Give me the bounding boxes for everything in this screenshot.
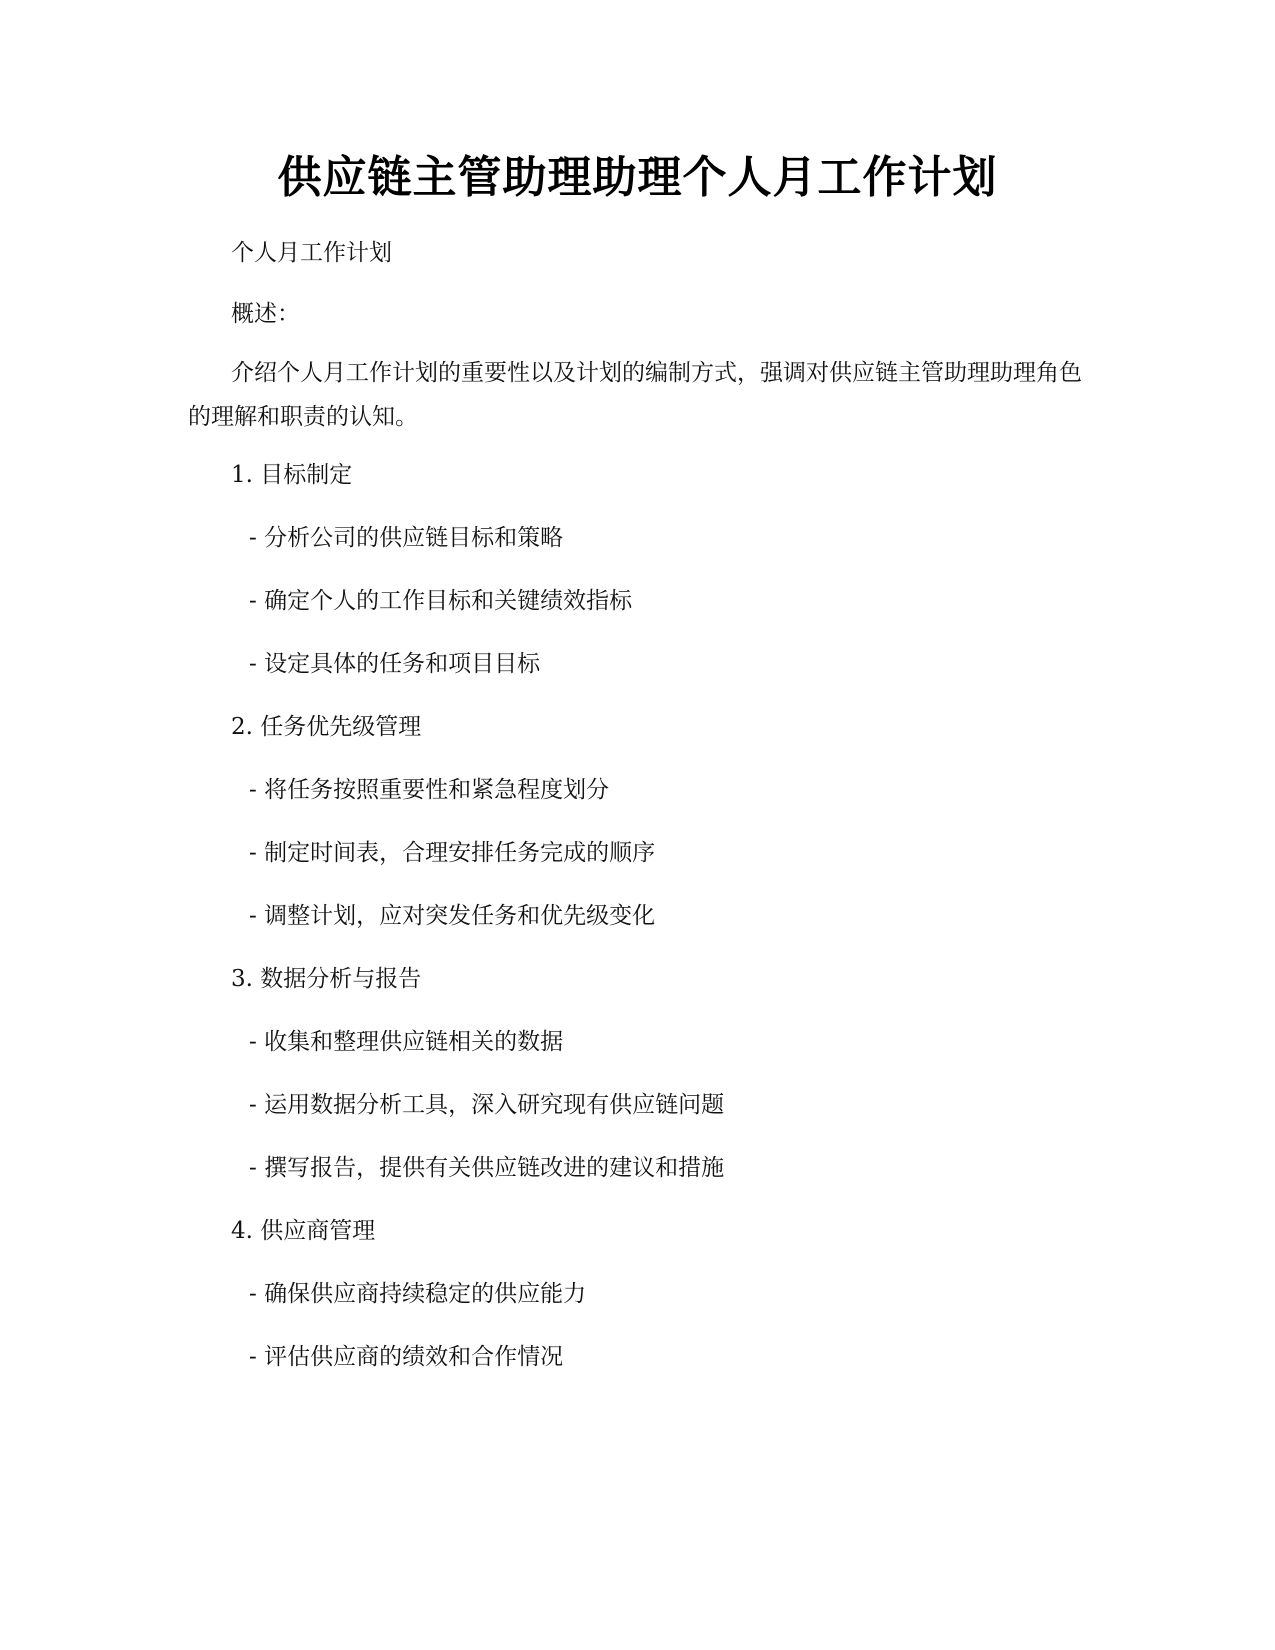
list-item: - 制定时间表，合理安排任务完成的顺序: [249, 840, 656, 866]
list-item: - 分析公司的供应链目标和策略: [249, 525, 564, 551]
document-subtitle: 个人月工作计划: [231, 240, 392, 266]
list-item: - 确保供应商持续稳定的供应能力: [249, 1281, 587, 1307]
section-heading: 1. 目标制定: [231, 462, 353, 488]
section-heading: 3. 数据分析与报告: [231, 966, 422, 992]
section-heading: 4. 供应商管理: [231, 1218, 376, 1244]
list-item: - 设定具体的任务和项目目标: [249, 651, 541, 677]
list-item: - 收集和整理供应链相关的数据: [249, 1029, 564, 1055]
list-item: - 运用数据分析工具，深入研究现有供应链问题: [249, 1092, 725, 1118]
list-item: - 确定个人的工作目标和关键绩效指标: [249, 588, 633, 614]
section-heading: 2. 任务优先级管理: [231, 714, 422, 740]
document-title: 供应链主管助理助理个人月工作计划: [277, 152, 998, 203]
list-item: - 评估供应商的绩效和合作情况: [249, 1344, 564, 1370]
intro-paragraph: 介绍个人月工作计划的重要性以及计划的编制方式，强调对供应链主管助理助理角色的理解和职责的认知。: [188, 360, 1082, 430]
list-item: - 将任务按照重要性和紧急程度划分: [249, 777, 610, 803]
list-item: - 撰写报告，提供有关供应链改进的建议和措施: [249, 1155, 725, 1181]
list-item: - 调整计划，应对突发任务和优先级变化: [249, 903, 656, 929]
overview-label: 概述：: [231, 301, 300, 327]
